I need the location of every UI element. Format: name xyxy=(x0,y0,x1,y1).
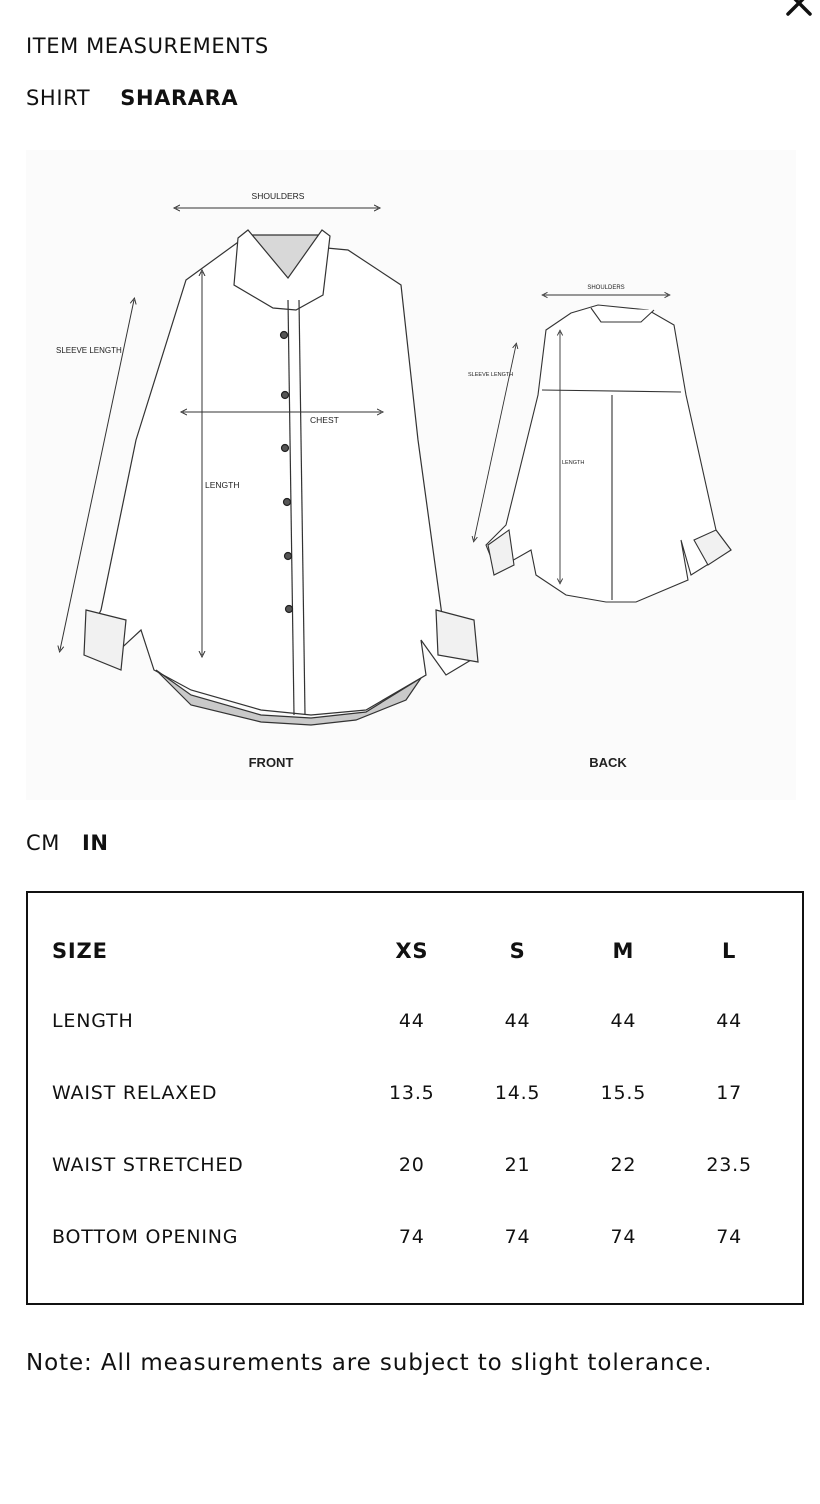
table-cell: 15.5 xyxy=(600,1082,647,1104)
size-table xyxy=(52,917,782,1273)
table-cell: 17 xyxy=(716,1082,742,1104)
close-button[interactable] xyxy=(782,0,816,20)
back-shoulders-label: SHOULDERS xyxy=(587,285,625,291)
header-l: L xyxy=(722,939,737,963)
table-cell: 44 xyxy=(398,1010,425,1032)
unit-toggle xyxy=(26,831,109,855)
table-row xyxy=(52,1129,782,1201)
table-cell: 44 xyxy=(716,1010,742,1032)
header-xs: XS xyxy=(395,939,429,963)
front-chest-label: CHEST xyxy=(310,415,339,425)
table-cell: 22 xyxy=(610,1154,637,1176)
table-row xyxy=(52,1057,782,1129)
tolerance-note: Note: All measurements are subject to slight tolerance. xyxy=(26,1350,713,1376)
unit-cm[interactable]: CM xyxy=(26,831,60,855)
size-chart xyxy=(26,891,804,1305)
table-cell: 74 xyxy=(716,1226,742,1248)
front-shoulders-label: SHOULDERS xyxy=(251,191,305,201)
table-cell: 21 xyxy=(504,1154,531,1176)
table-cell: 23.5 xyxy=(706,1154,752,1176)
table-cell: 13.5 xyxy=(389,1082,435,1104)
tab-shirt[interactable]: SHIRT xyxy=(26,86,91,110)
back-sleeve-length-label: SLEEVE LENGTH xyxy=(468,372,514,378)
header-size: SIZE xyxy=(52,939,108,963)
page-title: ITEM MEASUREMENTS xyxy=(26,34,269,58)
tab-sharara[interactable]: SHARARA xyxy=(120,86,239,110)
header-s: S xyxy=(509,939,526,963)
row-label: WAIST STRETCHED xyxy=(52,1154,244,1176)
measurement-diagram xyxy=(26,150,796,800)
garment-tabs xyxy=(26,86,238,110)
row-label: LENGTH xyxy=(52,1010,134,1032)
table-row xyxy=(52,1201,782,1273)
front-length-label: LENGTH xyxy=(205,480,240,490)
header-m: M xyxy=(612,939,635,963)
table-cell: 20 xyxy=(398,1154,425,1176)
close-icon xyxy=(782,0,816,20)
table-cell: 74 xyxy=(610,1226,637,1248)
table-cell: 14.5 xyxy=(494,1082,541,1104)
table-cell: 74 xyxy=(504,1226,531,1248)
table-row xyxy=(52,985,782,1057)
back-caption: BACK xyxy=(589,755,627,770)
front-sleeve-length-label: SLEEVE LENGTH xyxy=(56,346,122,355)
table-header-row xyxy=(52,917,782,985)
unit-in[interactable]: IN xyxy=(81,831,109,855)
table-cell: 74 xyxy=(398,1226,425,1248)
front-caption: FRONT xyxy=(248,755,294,770)
table-cell: 44 xyxy=(504,1010,531,1032)
table-cell: 44 xyxy=(610,1010,637,1032)
row-label: BOTTOM OPENING xyxy=(52,1226,239,1248)
row-label: WAIST RELAXED xyxy=(52,1082,218,1104)
back-length-label: LENGTH xyxy=(562,460,585,466)
